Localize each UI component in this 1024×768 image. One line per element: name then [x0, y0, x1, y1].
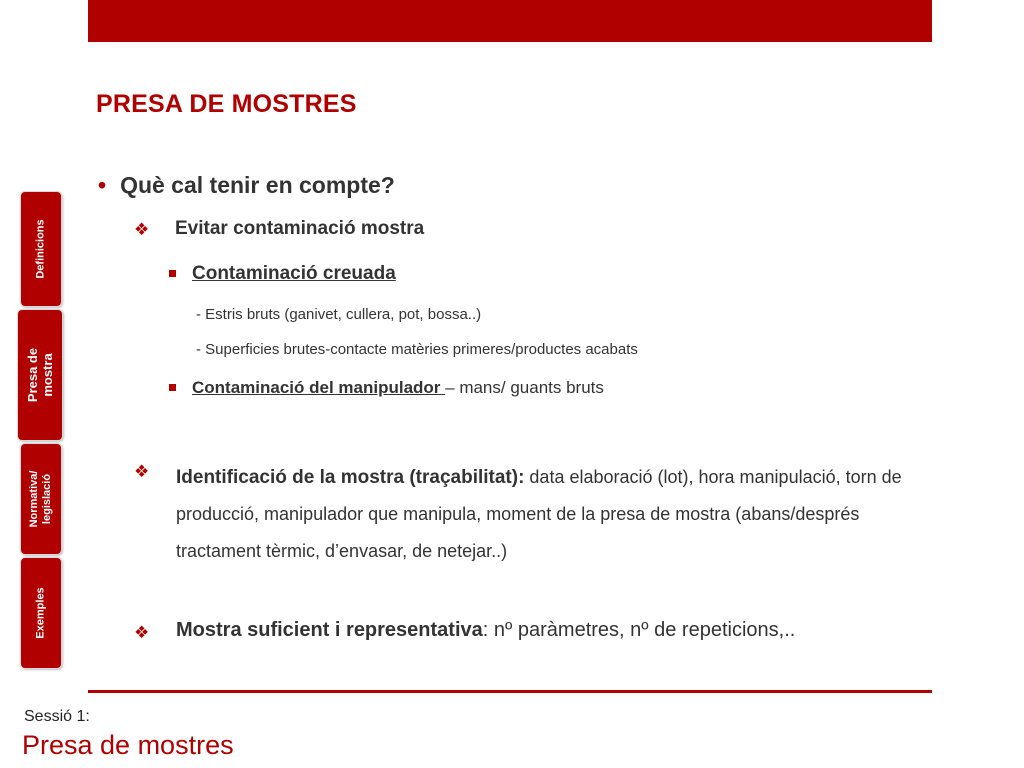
mostra-suficient-label: Mostra suficient i representativa: [176, 619, 483, 641]
mostra-suficient-text: : nº paràmetres, nº de repeticions,..: [482, 619, 796, 641]
square-bullet-icon: [169, 384, 176, 391]
bullet-main-text: Què cal tenir en compte?: [120, 172, 395, 198]
detail-estris: - Estris bruts (ganivet, cullera, pot, bossa..): [196, 306, 482, 323]
square-bullet-icon: [169, 270, 176, 277]
bullet-dot-icon: •: [98, 172, 107, 198]
tab-exemples-label: Exemples: [34, 587, 47, 639]
sub-bullet-contaminacio: Evitar contaminació mostra: [175, 218, 425, 239]
tab-presa-de-mostra-label: Presa de mostra: [25, 347, 55, 403]
sub-sub-bullet-manipulador: [192, 378, 604, 398]
footer-session: Sessió 1:: [24, 708, 90, 725]
tab-normativa-label: Normativa/ legislació: [28, 470, 53, 528]
manipulador-label: Contaminació del manipulador: [192, 378, 446, 397]
diamond-bullet-icon: ❖: [134, 220, 150, 239]
sub-sub-bullet-creuada: Contaminació creuada: [192, 263, 396, 284]
bullet-main: [98, 172, 395, 199]
identificacio-label: Identificació de la mostra (traçabilitat):: [176, 467, 525, 488]
sub-bullet-mostra-suficient: [176, 619, 795, 642]
sub-bullet-identificacio: [176, 459, 916, 570]
footer-divider: [88, 690, 932, 693]
identificacio-text: data elaboració (lot), hora manipulació, torn de producció, manipulador que manipula, moment de la presa de mostra (abans/després tractament tèrmic, d’envasar, de netejar..): [176, 467, 902, 561]
manipulador-text: – mans/ guants bruts: [445, 378, 604, 397]
diamond-bullet-icon: ❖: [134, 462, 150, 481]
diamond-bullet-icon: ❖: [134, 623, 150, 642]
slide-title: PRESA DE MOSTRES: [96, 90, 357, 118]
tab-definicions-label: Definicions: [34, 219, 47, 279]
detail-superficies: - Superficies brutes-contacte matèries primeres/productes acabats: [196, 341, 638, 358]
footer-topic: Presa de mostres: [22, 730, 234, 760]
